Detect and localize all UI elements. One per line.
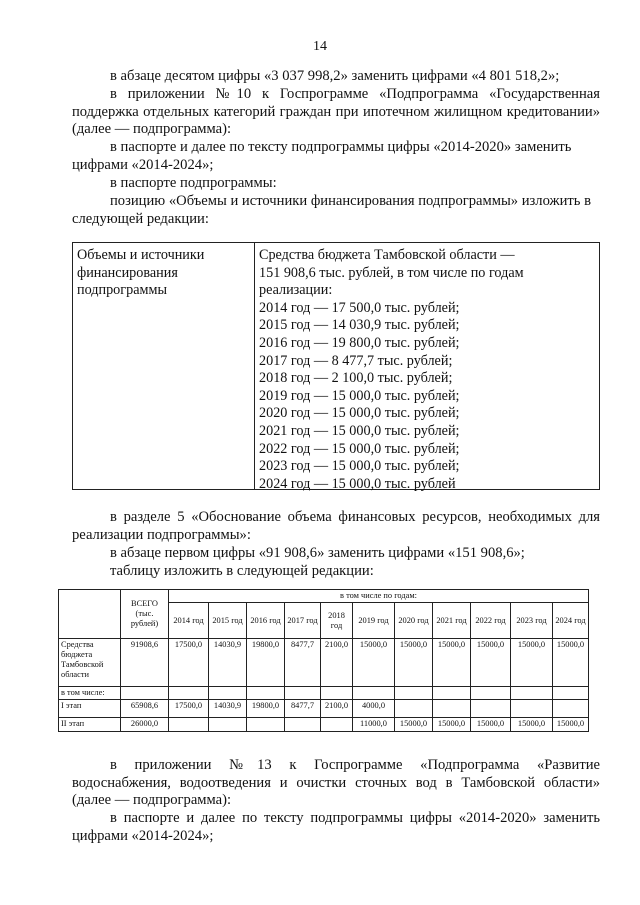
cell-value bbox=[433, 700, 471, 718]
passport-line: 2023 год — 15 000,0 тыс. рублей; bbox=[259, 458, 460, 475]
cell-value bbox=[471, 687, 511, 700]
cell-value bbox=[553, 687, 589, 700]
passport-line: 2015 год — 14 030,9 тыс. рублей; bbox=[259, 317, 460, 334]
passport-line: 2018 год — 2 100,0 тыс. рублей; bbox=[259, 370, 453, 387]
cell-value: 2100,0 bbox=[321, 700, 353, 718]
cell-value: 17500,0 bbox=[169, 639, 209, 687]
passport-line: 2024 год — 15 000,0 тыс. рублей bbox=[259, 475, 456, 492]
paragraph-9: в приложении №13 к Госпрограмме «Подпрограмма «Развитие водоснабжения, водоотведения и очистки сточных вод в Тамбовской области» (далее — подпрограмма): bbox=[72, 757, 600, 809]
row-label: в том числе: bbox=[59, 687, 121, 700]
table-corner bbox=[59, 590, 121, 639]
cell-value bbox=[321, 687, 353, 700]
year-header: 2020 год bbox=[395, 603, 433, 639]
cell-value: 8477,7 bbox=[285, 700, 321, 718]
cell-value: 15000,0 bbox=[471, 718, 511, 732]
table-row bbox=[59, 718, 589, 732]
row-label: Средства бюджета Тамбовской области bbox=[59, 639, 121, 687]
passport-line: 2021 год — 15 000,0 тыс. рублей; bbox=[259, 422, 460, 439]
cell-value: 17500,0 bbox=[169, 700, 209, 718]
cell-value bbox=[321, 718, 353, 732]
paragraph-2: в приложении №10 к Госпрограмме «Подпрограмма «Государственная поддержка отдельных категорий граждан при ипотечном жилищном кредитовании» (далее — подпрограмма): bbox=[72, 86, 600, 138]
cell-value: 14030,9 bbox=[209, 700, 247, 718]
year-header: 2018 год bbox=[321, 603, 353, 639]
passport-line: 2014 год — 17 500,0 тыс. рублей; bbox=[259, 299, 460, 316]
cell-value: 15000,0 bbox=[471, 639, 511, 687]
passport-line: 2020 год — 15 000,0 тыс. рублей; bbox=[259, 405, 460, 422]
years-header: в том числе по годам: bbox=[169, 590, 589, 603]
row-total: 91908,6 bbox=[121, 639, 169, 687]
passport-line: 2016 год — 19 800,0 тыс. рублей; bbox=[259, 334, 460, 351]
paragraph-3: в паспорте и далее по тексту подпрограммы цифры «2014-2020» заменить цифрами «2014-2024»; bbox=[72, 139, 572, 173]
cell-value bbox=[395, 700, 433, 718]
table-row bbox=[59, 700, 589, 718]
row-total: 65908,6 bbox=[121, 700, 169, 718]
year-header: 2019 год bbox=[353, 603, 395, 639]
paragraph-6: в разделе 5 «Обоснование объема финансовых ресурсов, необходимых для реализации подпрограммы»: bbox=[72, 509, 600, 543]
cell-value bbox=[353, 687, 395, 700]
cell-value bbox=[395, 687, 433, 700]
cell-value bbox=[247, 718, 285, 732]
passport-line: 2019 год — 15 000,0 тыс. рублей; bbox=[259, 387, 460, 404]
page-number: 14 bbox=[313, 39, 327, 54]
row-label: II этап bbox=[59, 718, 121, 732]
paragraph-1: в абзаце десятом цифры «3 037 998,2» заменить цифрами «4 801 518,2»; bbox=[110, 68, 560, 84]
cell-value: 11000,0 bbox=[353, 718, 395, 732]
row-label: I этап bbox=[59, 700, 121, 718]
cell-value: 19800,0 bbox=[247, 700, 285, 718]
cell-value: 19800,0 bbox=[247, 639, 285, 687]
cell-value bbox=[209, 687, 247, 700]
passport-position-label: Объемы и источники финансирования подпрограммы bbox=[77, 247, 205, 299]
paragraph-8: таблицу изложить в следующей редакции: bbox=[110, 563, 374, 579]
passport-line: Средства бюджета Тамбовской области — bbox=[259, 247, 515, 263]
passport-table bbox=[72, 242, 600, 490]
passport-line: 2017 год — 8 477,7 тыс. рублей; bbox=[259, 352, 453, 369]
cell-value: 15000,0 bbox=[553, 718, 589, 732]
paragraph-10: в паспорте и далее по тексту подпрограммы цифры «2014-2020» заменить цифрами «2014-2024»; bbox=[72, 810, 600, 844]
year-header: 2017 год bbox=[285, 603, 321, 639]
cell-value bbox=[169, 687, 209, 700]
table-divider bbox=[254, 243, 255, 489]
cell-value: 15000,0 bbox=[395, 718, 433, 732]
cell-value: 15000,0 bbox=[511, 718, 553, 732]
cell-value: 8477,7 bbox=[285, 639, 321, 687]
table-row bbox=[59, 687, 589, 700]
cell-value bbox=[209, 718, 247, 732]
passport-line: реализации: bbox=[259, 282, 333, 299]
cell-value: 14030,9 bbox=[209, 639, 247, 687]
cell-value bbox=[511, 700, 553, 718]
cell-value bbox=[247, 687, 285, 700]
cell-value: 15000,0 bbox=[553, 639, 589, 687]
cell-value: 15000,0 bbox=[433, 639, 471, 687]
passport-line: 151 908,6 тыс. рублей, в том числе по годам bbox=[259, 264, 524, 281]
cell-value: 15000,0 bbox=[353, 639, 395, 687]
cell-value bbox=[471, 700, 511, 718]
row-total bbox=[121, 687, 169, 700]
cell-value: 2100,0 bbox=[321, 639, 353, 687]
passport-line: 2022 год — 15 000,0 тыс. рублей; bbox=[259, 440, 460, 457]
row-total: 26000,0 bbox=[121, 718, 169, 732]
year-header: 2023 год bbox=[511, 603, 553, 639]
year-header: 2014 год bbox=[169, 603, 209, 639]
year-header: 2024 год bbox=[553, 603, 589, 639]
cell-value bbox=[285, 687, 321, 700]
table-row bbox=[59, 639, 589, 687]
financing-table bbox=[58, 589, 589, 732]
year-header: 2022 год bbox=[471, 603, 511, 639]
cell-value bbox=[285, 718, 321, 732]
passport-position-value bbox=[259, 247, 597, 493]
cell-value: 4000,0 bbox=[353, 700, 395, 718]
paragraph-4: в паспорте подпрограммы: bbox=[110, 175, 277, 191]
total-header: ВСЕГО (тыс. рублей) bbox=[121, 590, 169, 639]
year-header: 2015 год bbox=[209, 603, 247, 639]
paragraph-7: в абзаце первом цифры «91 908,6» заменить цифрами «151 908,6»; bbox=[110, 545, 525, 561]
cell-value bbox=[169, 718, 209, 732]
cell-value bbox=[511, 687, 553, 700]
cell-value: 15000,0 bbox=[433, 718, 471, 732]
cell-value: 15000,0 bbox=[511, 639, 553, 687]
cell-value bbox=[433, 687, 471, 700]
year-header: 2016 год bbox=[247, 603, 285, 639]
year-header: 2021 год bbox=[433, 603, 471, 639]
paragraph-5: позицию «Объемы и источники финансирования подпрограммы» изложить в следующей редакции: bbox=[72, 193, 591, 227]
cell-value bbox=[553, 700, 589, 718]
cell-value: 15000,0 bbox=[395, 639, 433, 687]
